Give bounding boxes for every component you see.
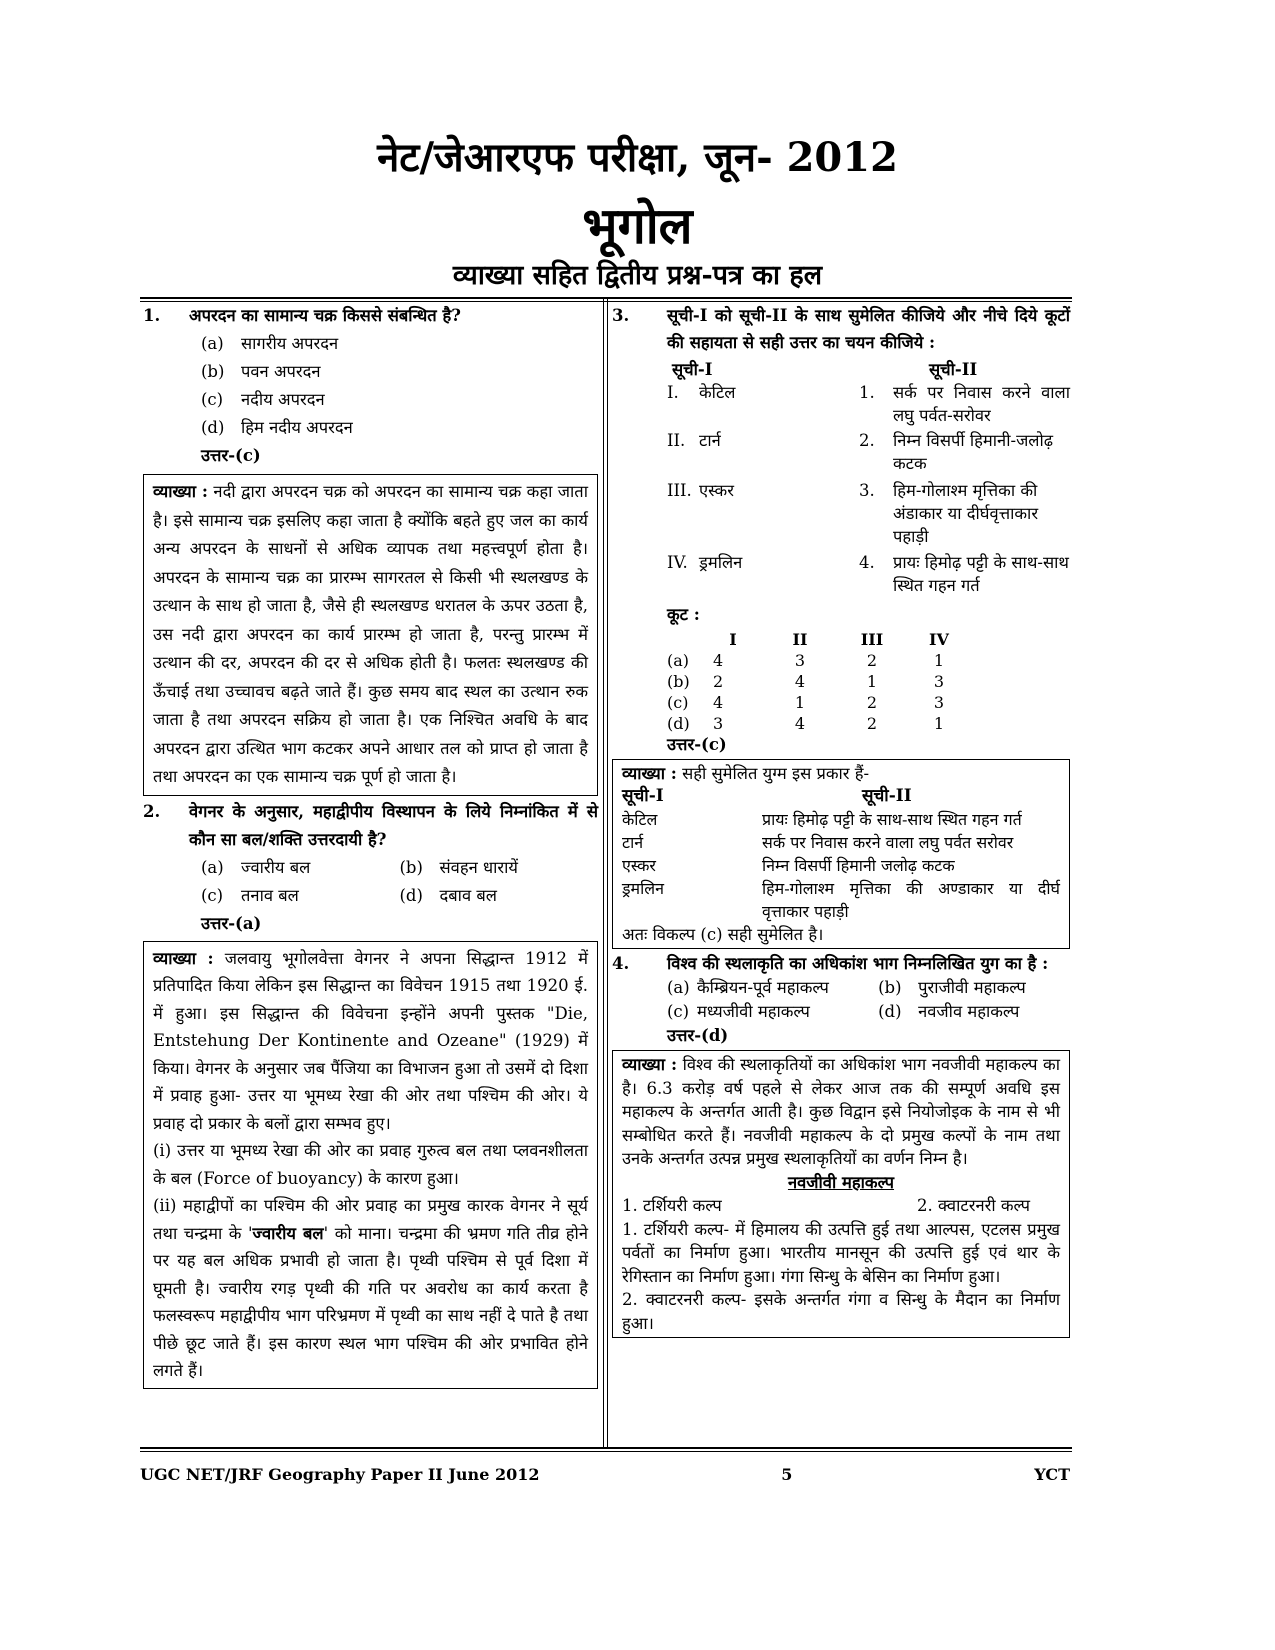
- question-number: 1.: [143, 306, 161, 325]
- code-label: कूट :: [667, 605, 700, 624]
- question-4: [612, 952, 1070, 976]
- top-rule: [140, 297, 1072, 299]
- bottom-rule-thin: [140, 1451, 1072, 1452]
- subject-title: भूगोल: [582, 196, 693, 255]
- question-3: [612, 302, 1070, 356]
- answer: उत्तर-(c): [667, 735, 727, 754]
- options-row-1: (a) कैम्ब्रियन-पूर्व महाकल्प (b) पुराजीवी महाकल्प: [667, 978, 1026, 997]
- question-number: 2.: [143, 801, 161, 821]
- right-column: [612, 302, 1070, 1338]
- question-1: [143, 302, 598, 330]
- options-row-2: (c) तनाव बल (d) दबाव बल: [201, 885, 497, 905]
- footer-left: UGC NET/JRF Geography Paper II June 2012: [140, 1465, 540, 1484]
- option-a: (a) सागरीय अपरदन: [201, 334, 339, 353]
- explanation-box: व्याख्या : विश्व की स्थलाकृतियों का अधिकांश भाग नवजीवी महाकल्प का है। 6.3 करोड़ वर्ष पहले से लेकर आज तक की सम्पूर्ण अवधि इस महाकल्प के अन्तर्गत आती है। कुछ विद्वान इसे नियोजोइक के नाम से भी सम्बोधित करते हैं। नवजीवी महाकल्प के दो प्रमुख कल्पों के नाम तथा उनके अन्तर्गत उत्पन्न प्रमुख स्थलाकृतियों का वर्णन निम्न है। नवजीवी महाकल्प 1. टर्शियरी कल्प 2. क्वाटरनरी कल्प 1. टर्शियरी कल्प- में हिमालय की उत्पत्ति हुई तथा आल्पस, एटलस प्रमुख पर्वतों का निर्माण हुआ। भारतीय मानसून की उत्पत्ति हुई एवं थार के रेगिस्तान का निर्माण हुआ। गंगा सिन्धु के बेसिन का निर्माण हुआ। 2. क्वाटरनरी कल्प- इसके अन्तर्गत गंगा व सिन्धु के मैदान का निर्माण हुआ।: [612, 1050, 1070, 1338]
- footer-right: YCT: [1034, 1465, 1070, 1484]
- answer: उत्तर-(c): [201, 446, 261, 465]
- page-title: नेट/जेआरएफ परीक्षा, जून- 2012: [377, 134, 898, 181]
- options-row-1: (a) ज्वारीय बल (b) संवहन धारायें: [201, 857, 519, 877]
- page-number: 5: [781, 1465, 793, 1484]
- options-row-2: (c) मध्यजीवी महाकल्प (d) नवजीव महाकल्प: [667, 1002, 1020, 1021]
- match-list: सूची-I सूची-II I. केटिल 1. सर्क पर निवास करने वाला लघु पर्वत-सरोवर II. टार्न 2. निम्न विसर्पी हिमानी-जलोढ़ कटक III. एस्कर 3. हिम-गोलाश्म मृत्तिका की अंडाकार या दीर्घवृत्ताकार पहाड़ी IV. ड्रमलिन 4. प्रायः हिमोढ़ पट्टी के साथ-साथ स्थित गहन गर्त: [667, 360, 1070, 595]
- question-number: 4.: [612, 954, 630, 973]
- option-b: (b) पवन अपरदन: [201, 362, 321, 381]
- answer: उत्तर-(a): [201, 913, 262, 933]
- answer: उत्तर-(d): [667, 1026, 729, 1045]
- question-text: अपरदन का सामान्य चक्र किससे संबन्धित है?: [189, 306, 461, 325]
- explanation-box: व्याख्या : सही सुमेलित युग्म इस प्रकार हैं- सूची-I सूची-II केटिल प्रायः हिमोढ़ पट्टी के साथ-साथ स्थित गहन गर्त टार्न सर्क पर निवास करने वाला लघु पर्वत सरोवर एस्कर निम्न विसर्पी हिमानी जलोढ़ कटक ड्रमलिन हिम-गोलाश्म मृत्तिका की अण्डाकार या दीर्घ वृत्ताकार पहाड़ी अतः विकल्प (c) सही सुमेलित है।: [612, 759, 1070, 949]
- bottom-rule: [140, 1447, 1072, 1449]
- option-c: (c) नदीय अपरदन: [201, 390, 325, 409]
- question-text: सूची-I को सूची-II के साथ सुमेलित कीजिये और नीचे दिये कूटों की सहायता से सही उत्तर का चयन कीजिये :: [667, 306, 1070, 352]
- page-subtitle: व्याख्या सहित द्वितीय प्रश्न-पत्र का हल: [452, 260, 823, 291]
- question-text: वेगनर के अनुसार, महाद्वीपीय विस्थापन के लिये निम्नांकित में से कौन सा बल/शक्ति उत्तरदायी है?: [189, 801, 598, 849]
- option-d: (d) हिम नदीय अपरदन: [201, 418, 353, 437]
- explanation-box: व्याख्या : नदी द्वारा अपरदन चक्र को अपरदन का सामान्य चक्र कहा जाता है। इसे सामान्य चक्र इसलिए कहा जाता है क्योंकि बहते हुए जल का कार्य अन्य अपरदन के साधनों से अधिक व्यापक तथा महत्त्वपूर्ण होता है। अपरदन के सामान्य चक्र का प्रारम्भ सागरतल से किसी भी स्थलखण्ड के उत्थान के साथ हो जाता है, जैसे ही स्थलखण्ड धरातल के ऊपर उठता है, उस नदी द्वारा अपरदन का कार्य प्रारम्भ हो जाता है, परन्तु प्रारम्भ में उत्थान की दर, अपरदन की दर से अधिक होती है। फलतः स्थलखण्ड की ऊँचाई तथा उच्चावच बढ़ते जाते हैं। कुछ समय बाद स्थल का उत्थान रुक जाता है तथा अपरदन सक्रिय हो जाता है। एक निश्चित अवधि के बाद अपरदन द्वारा उत्थित भाग कटकर अपने आधार तल को प्राप्त हो जाता है तथा अपरदन का एक सामान्य चक्र पूर्ण हो जाता है।: [143, 474, 598, 796]
- left-column: [143, 302, 598, 1389]
- code-table: I II III IV (a) 4 3 2 1 (b) 2 4 1 3 (c) 4 1 2 3 (d) 3 4 2 1: [667, 630, 949, 733]
- sub-heading: नवजीवी महाकल्प: [787, 1172, 895, 1192]
- question-number: 3.: [612, 306, 630, 325]
- explanation-box: व्याख्या : जलवायु भूगोलवेत्ता वेगनर ने अपना सिद्धान्त 1912 में प्रतिपादित किया लेकिन इस सिद्धान्त का विवेचन 1915 तथा 1920 ई. में हुआ। इस सिद्धान्त की विवेचना इन्होंने अपनी पुस्तक "Die, Entstehung Der Kontinente and Ozeane" (1929) में किया। वेगनर के अनुसार जब पैंजिया का विभाजन हुआ तो उसमें दो दिशा में प्रवाह हुआ- उत्तर या भूमध्य रेखा की ओर तथा पश्चिम की ओर। ये प्रवाह दो प्रकार के बलों द्वारा सम्भव हुए। (i) उत्तर या भूमध्य रेखा की ओर का प्रवाह गुरुत्व बल तथा प्लवनशीलता के बल (Force of buoyancy) के कारण हुआ। (ii) महाद्वीपों का पश्चिम की ओर प्रवाह का प्रमुख कारक वेगनर ने सूर्य तथा चन्द्रमा के 'ज्वारीय बल' को माना। चन्द्रमा की भ्रमण गति तीव्र होने पर यह बल अधिक प्रभावी हो जाता है। पृथ्वी पश्चिम से पूर्व दिशा में घूमती है। ज्वारीय रगड़ पृथ्वी की गति पर अवरोध का कार्य करता है फलस्वरूप महाद्वीपीय भाग परिभ्रमण में पृथ्वी का साथ नहीं दे पाते है तथा पीछे छूट जाते हैं। इस कारण स्थल भाग पश्चिम की ओर प्रभावित होने लगते हैं।: [143, 941, 598, 1389]
- column-divider-2: [607, 299, 608, 1447]
- column-divider: [603, 299, 604, 1447]
- question-text: विश्व की स्थलाकृति का अधिकांश भाग निम्नलिखित युग का है :: [667, 954, 1049, 973]
- page-footer: [140, 1465, 1070, 1484]
- question-2: [143, 798, 598, 854]
